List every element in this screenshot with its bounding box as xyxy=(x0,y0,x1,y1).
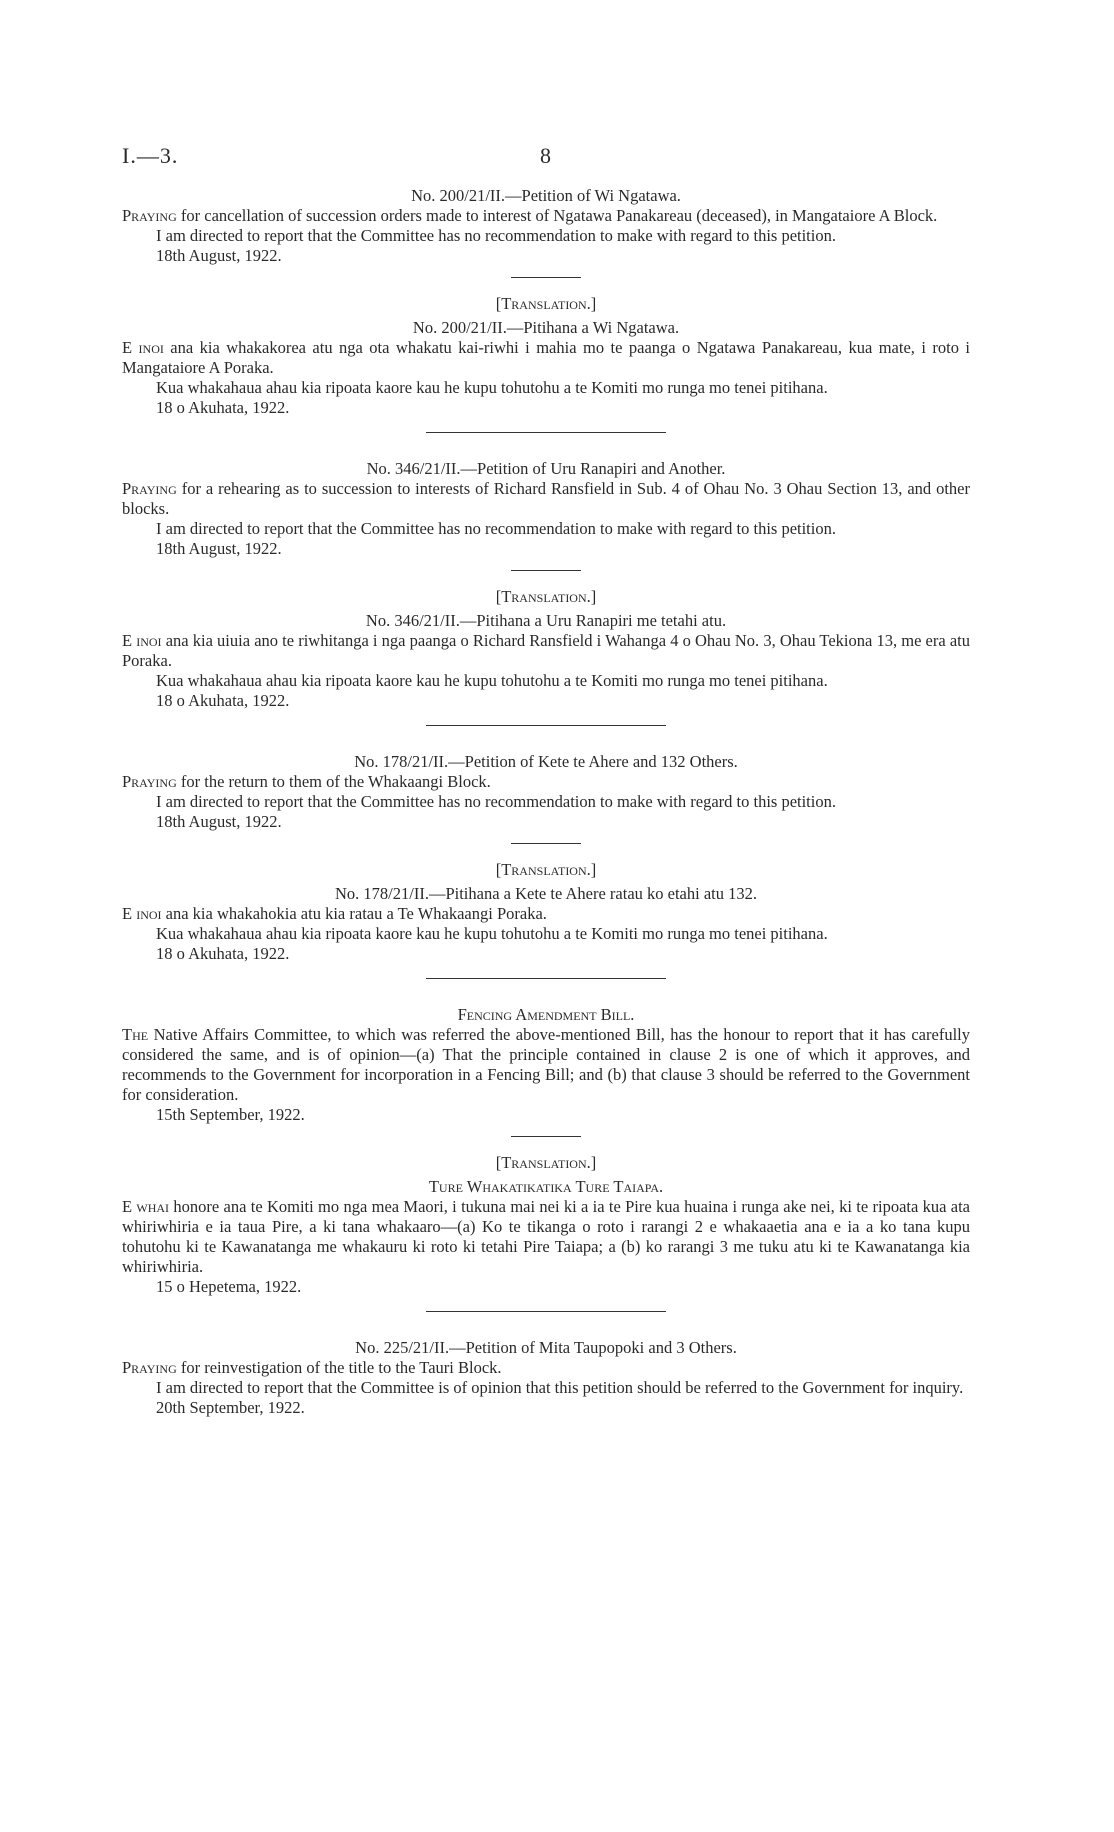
report-paragraph: I am directed to report that the Committee is of opinion that this petition should be referred to the Government for inquiry. xyxy=(156,1378,964,1397)
prayer-paragraph xyxy=(122,904,970,924)
prayer-text: for reinvestigation of the title to the Tauri Block. xyxy=(176,1358,502,1377)
report-text: honore ana te Komiti mo nga mea Maori, i tukuna mai nei ki a ia te Pire kua huaina i runga ake nei, ki te ripoata kua ata whiriwhiria e ia taua Pire, a ki tana whakaaro—(a) Ko te tikanga o roto i rarangi 2 e whakaaetia ana e ia a ko tana kupu tohutohu ki te Kawanatanga me whakauru ki roto ki tetahi Pire Taiapa; a (b) ko rarangi 3 me tuku atu ki te Kawanatanga kia whiriwhiria. xyxy=(122,1197,970,1276)
prayer-text: ana kia whakahokia atu kia ratau a Te Whakaangi Poraka. xyxy=(161,904,547,923)
prayer-lead: E inoi xyxy=(122,338,164,357)
translation-label: [Translation.] xyxy=(495,587,597,606)
divider xyxy=(511,570,581,571)
date-line: 18 o Akuhata, 1922. xyxy=(156,398,290,417)
prayer-paragraph xyxy=(122,338,970,378)
divider xyxy=(511,1136,581,1137)
translation-label: [Translation.] xyxy=(495,294,597,313)
document-body xyxy=(122,186,970,1418)
report-paragraph xyxy=(122,1025,970,1105)
date-line: 18th August, 1922. xyxy=(156,539,282,558)
prayer-paragraph xyxy=(122,772,970,792)
prayer-lead: Praying xyxy=(122,772,177,791)
section-divider xyxy=(426,978,666,979)
date-line: 18th August, 1922. xyxy=(156,812,282,831)
translation-label: [Translation.] xyxy=(495,860,597,879)
prayer-lead: E inoi xyxy=(122,631,162,650)
petition-title: No. 346/21/II.—Pitihana a Uru Ranapiri me tetahi atu. xyxy=(365,611,727,630)
prayer-lead: Praying xyxy=(122,1358,177,1377)
prayer-text: for the return to them of the Whakaangi Block. xyxy=(176,772,491,791)
report-paragraph: Kua whakahaua ahau kia ripoata kaore kau he kupu tohutohu a te Komiti mo runga mo tenei pitihana. xyxy=(156,671,828,690)
prayer-paragraph xyxy=(122,206,970,226)
prayer-paragraph xyxy=(122,1358,970,1378)
report-text: Native Affairs Committee, to which was referred the above-mentioned Bill, has the honour to report that it has carefully considered the same, and is of opinion—(a) That the principle contained in clause 2 is one of which it approves, and recommends to the Government for incorporation in a Fencing Bill; and (b) that clause 3 should be referred to the Government for consideration. xyxy=(122,1025,970,1104)
report-paragraph: I am directed to report that the Committee has no recommendation to make with regard to this petition. xyxy=(156,519,836,538)
petition-title: No. 178/21/II.—Pitihana a Kete te Ahere ratau ko etahi atu 132. xyxy=(335,884,757,903)
date-line: 18 o Akuhata, 1922. xyxy=(156,944,290,963)
paragraph-lead: The xyxy=(122,1025,149,1044)
prayer-text: for cancellation of succession orders made to interest of Ngatawa Panakareau (deceased), in Mangataiore A Block. xyxy=(176,206,938,225)
bill-title: Fencing Amendment Bill. xyxy=(457,1005,635,1024)
petition-title: No. 178/21/II.—Petition of Kete te Ahere and 132 Others. xyxy=(354,752,738,771)
paragraph-lead: E whai xyxy=(122,1197,170,1216)
date-line: 15th September, 1922. xyxy=(156,1105,305,1124)
bill-title: Ture Whakatikatika Ture Taiapa. xyxy=(428,1177,664,1196)
page-number: 8 xyxy=(540,143,552,168)
section-divider xyxy=(426,1311,666,1312)
petition-title: No. 200/21/II.—Pitihana a Wi Ngatawa. xyxy=(412,318,680,337)
report-paragraph: Kua whakahaua ahau kia ripoata kaore kau he kupu tohutohu a te Komiti mo runga mo tenei pitihana. xyxy=(156,924,828,943)
date-line: 18 o Akuhata, 1922. xyxy=(156,691,290,710)
prayer-text: ana kia uiuia ano te riwhitanga i nga paanga o Richard Ransfield i Wahanga 4 o Ohau No. 3, Ohau Tekiona 13, me era atu Poraka. xyxy=(122,631,971,670)
petition-title: No. 200/21/II.—Petition of Wi Ngatawa. xyxy=(411,186,681,205)
translation-label: [Translation.] xyxy=(495,1153,597,1172)
prayer-text: ana kia whakakorea atu nga ota whakatu kai-riwhi i mahia mo te paanga o Ngatawa Panakareau, kua mate, i roto i Mangataiore A Poraka. xyxy=(122,338,970,377)
date-line: 18th August, 1922. xyxy=(156,246,282,265)
date-line: 15 o Hepetema, 1922. xyxy=(156,1277,302,1296)
prayer-paragraph xyxy=(122,479,970,519)
report-paragraph: I am directed to report that the Committee has no recommendation to make with regard to this petition. xyxy=(156,792,836,811)
date-line: 20th September, 1922. xyxy=(156,1398,305,1417)
prayer-lead: Praying xyxy=(122,206,177,225)
prayer-text: for a rehearing as to succession to interests of Richard Ransfield in Sub. 4 of Ohau No. 3 Ohau Section 13, and other blocks. xyxy=(122,479,970,518)
petition-title: No. 346/21/II.—Petition of Uru Ranapiri and Another. xyxy=(366,459,726,478)
prayer-paragraph xyxy=(122,631,970,671)
report-paragraph: Kua whakahaua ahau kia ripoata kaore kau he kupu tohutohu a te Komiti mo runga mo tenei pitihana. xyxy=(156,378,828,397)
divider xyxy=(511,843,581,844)
section-divider xyxy=(426,725,666,726)
divider xyxy=(511,277,581,278)
report-paragraph xyxy=(122,1197,970,1277)
prayer-lead: E inoi xyxy=(122,904,162,923)
section-divider xyxy=(426,432,666,433)
report-paragraph: I am directed to report that the Committee has no recommendation to make with regard to this petition. xyxy=(156,226,836,245)
prayer-lead: Praying xyxy=(122,479,177,498)
document-reference: I.—3. xyxy=(122,143,179,168)
petition-title: No. 225/21/II.—Petition of Mita Taupopoki and 3 Others. xyxy=(355,1338,737,1357)
